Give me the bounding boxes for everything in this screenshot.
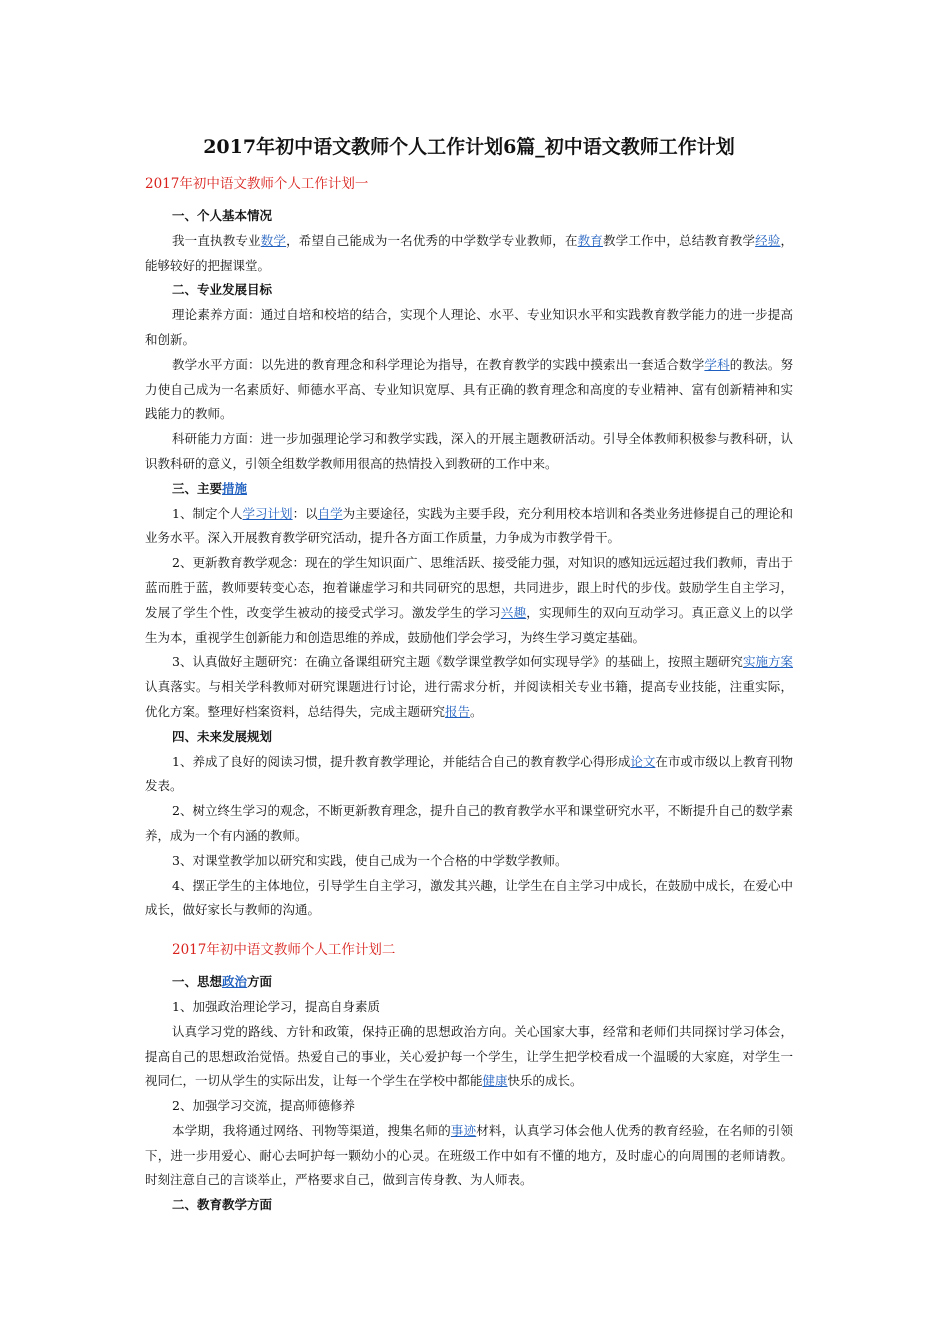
paragraph: 1、加强政治理论学习，提高自身素质 — [172, 998, 380, 1014]
link-thesis[interactable]: 论文 — [630, 753, 656, 769]
document-title: 2017年初中语文教师个人工作计划6篇_初中语文教师工作计划 — [203, 136, 735, 158]
paragraph: 认真学习党的路线、方针和政策，保持正确的思想政治方向。关心国家大事，经常和老师们共同探讨学习体会，提高自己的思想政治觉悟。热爱自己的事业，关心爱护每一个学生，让学生把学校看成一个温暖的大家庭，对学生一视同仁，一切从学生的实际出发，让每一个学生在学校中都能健康快乐的成长。 — [145, 1023, 793, 1089]
section-title: 四、未来发展规划 — [172, 728, 273, 744]
section-title: 三、主要措施 — [172, 480, 248, 496]
paragraph: 1、制定个人学习计划：以自学为主要途径，实践为主要手段，充分利用校本培训和各类业务进修提自己的理论和业务水平。深入开展教育教学研究活动，提升各方面工作质量，力争成为市教学骨干。 — [145, 505, 793, 546]
paragraph: 我一直执教专业数学，希望自己能成为一名优秀的中学数学专业教师，在教育教学工作中，总结教育教学经验，能够较好的把握课堂。 — [145, 232, 793, 273]
paragraph: 3、认真做好主题研究：在确立备课组研究主题《数学课堂教学如何实现导学》的基础上，按照主题研究实施方案认真落实。与相关学科教师对研究课题进行讨论，进行需求分析，并阅读相关专业书籍，提高专业技能，注重实际，优化方案。整理好档案资料，总结得失，完成主题研究报告。 — [145, 654, 793, 719]
paragraph: 3、对课堂教学加以研究和实践，使自己成为一个合格的中学数学教师。 — [172, 852, 568, 868]
part1-heading: 2017年初中语文教师个人工作计划一 — [145, 176, 369, 192]
paragraph: 教学水平方面：以先进的教育理念和科学理论为指导，在教育教学的实践中摸索出一套适合数学学科的教法。努力使自己成为一名素质好、师德水平高、专业知识宽厚、具有正确的教育理念和高度的专业精神、富有创新精神和实践能力的教师。 — [145, 356, 793, 422]
link-politics[interactable]: 政治 — [222, 974, 248, 990]
section-title: 二、教育教学方面 — [172, 1197, 273, 1213]
paragraph: 理论素养方面：通过自培和校培的结合，实现个人理论、水平、专业知识水平和实践教育教学能力的进一步提高和创新。 — [145, 307, 793, 347]
document-page — [145, 132, 793, 1218]
link-interest[interactable]: 兴趣 — [500, 604, 527, 620]
paragraph: 本学期，我将通过网络、刊物等渠道，搜集名师的事迹材料，认真学习体会他人优秀的教育经验，在名师的引领下，进一步用爱心、耐心去呵护每一颗幼小的心灵。在班级工作中如有不懂的地方，及时虚心的向周围的老师请教。时刻注意自己的言谈举止，严格要求自己，做到言传身教、为人师表。 — [145, 1122, 793, 1188]
section-title: 一、思想政治方面 — [172, 974, 273, 990]
paragraph: 2、更新教育教学观念：现在的学生知识面广、思维活跃、接受能力强，对知识的感知远远超过我们教师，青出于蓝而胜于蓝，教师要转变心态，抱着谦虚学习和共同研究的思想，共同进步，跟上时代的步伐。鼓励学生自主学习，发展了学生个性，改变学生被动的接受式学习。激发学生的学习兴趣，实现师生的双向互动学习。真正意义上的以学生为本，重视学生创新能力和创造思维的养成，鼓励他们学会学习，为终生学习奠定基础。 — [145, 555, 793, 645]
part2-heading: 2017年初中语文教师个人工作计划二 — [172, 942, 396, 959]
link-subject[interactable]: 学科 — [704, 356, 730, 372]
paragraph: 2、加强学习交流，提高师德修养 — [172, 1098, 355, 1114]
link-health[interactable]: 健康 — [482, 1073, 508, 1089]
paragraph: 科研能力方面：进一步加强理论学习和教学实践，深入的开展主题教研活动。引导全体教师积极参与教科研，认识教科研的意义，引领全组数学教师用很高的热情投入到教研的工作中来。 — [145, 431, 793, 471]
link-implementation-plan[interactable]: 实施方案 — [742, 654, 793, 670]
link-experience[interactable]: 经验 — [755, 232, 781, 248]
link-self-study[interactable]: 自学 — [317, 505, 343, 521]
link-math[interactable]: 数学 — [260, 232, 287, 248]
section-title: 一、个人基本情况 — [172, 208, 273, 223]
link-report[interactable]: 报告 — [445, 703, 471, 719]
paragraph: 4、摆正学生的主体地位，引导学生自主学习，激发其兴趣，让学生在自主学习中成长，在鼓励中成长，在爱心中成长，做好家长与教师的沟通。 — [145, 877, 793, 918]
link-measures[interactable]: 措施 — [222, 480, 248, 496]
paragraph: 2、树立终生学习的观念，不断更新教育理念，提升自己的教育教学水平和课堂研究水平，不断提升自己的数学素养，成为一个有内涵的教师。 — [145, 803, 793, 843]
link-education[interactable]: 教育 — [577, 232, 603, 248]
section-title: 二、专业发展目标 — [172, 282, 273, 298]
link-deeds[interactable]: 事迹 — [450, 1122, 477, 1138]
link-study-plan[interactable]: 学习计划 — [242, 505, 293, 521]
paragraph: 1、养成了良好的阅读习惯，提升教育教学理论，并能结合自己的教育教学心得形成论文在市或市级以上教育刊物发表。 — [145, 753, 793, 794]
